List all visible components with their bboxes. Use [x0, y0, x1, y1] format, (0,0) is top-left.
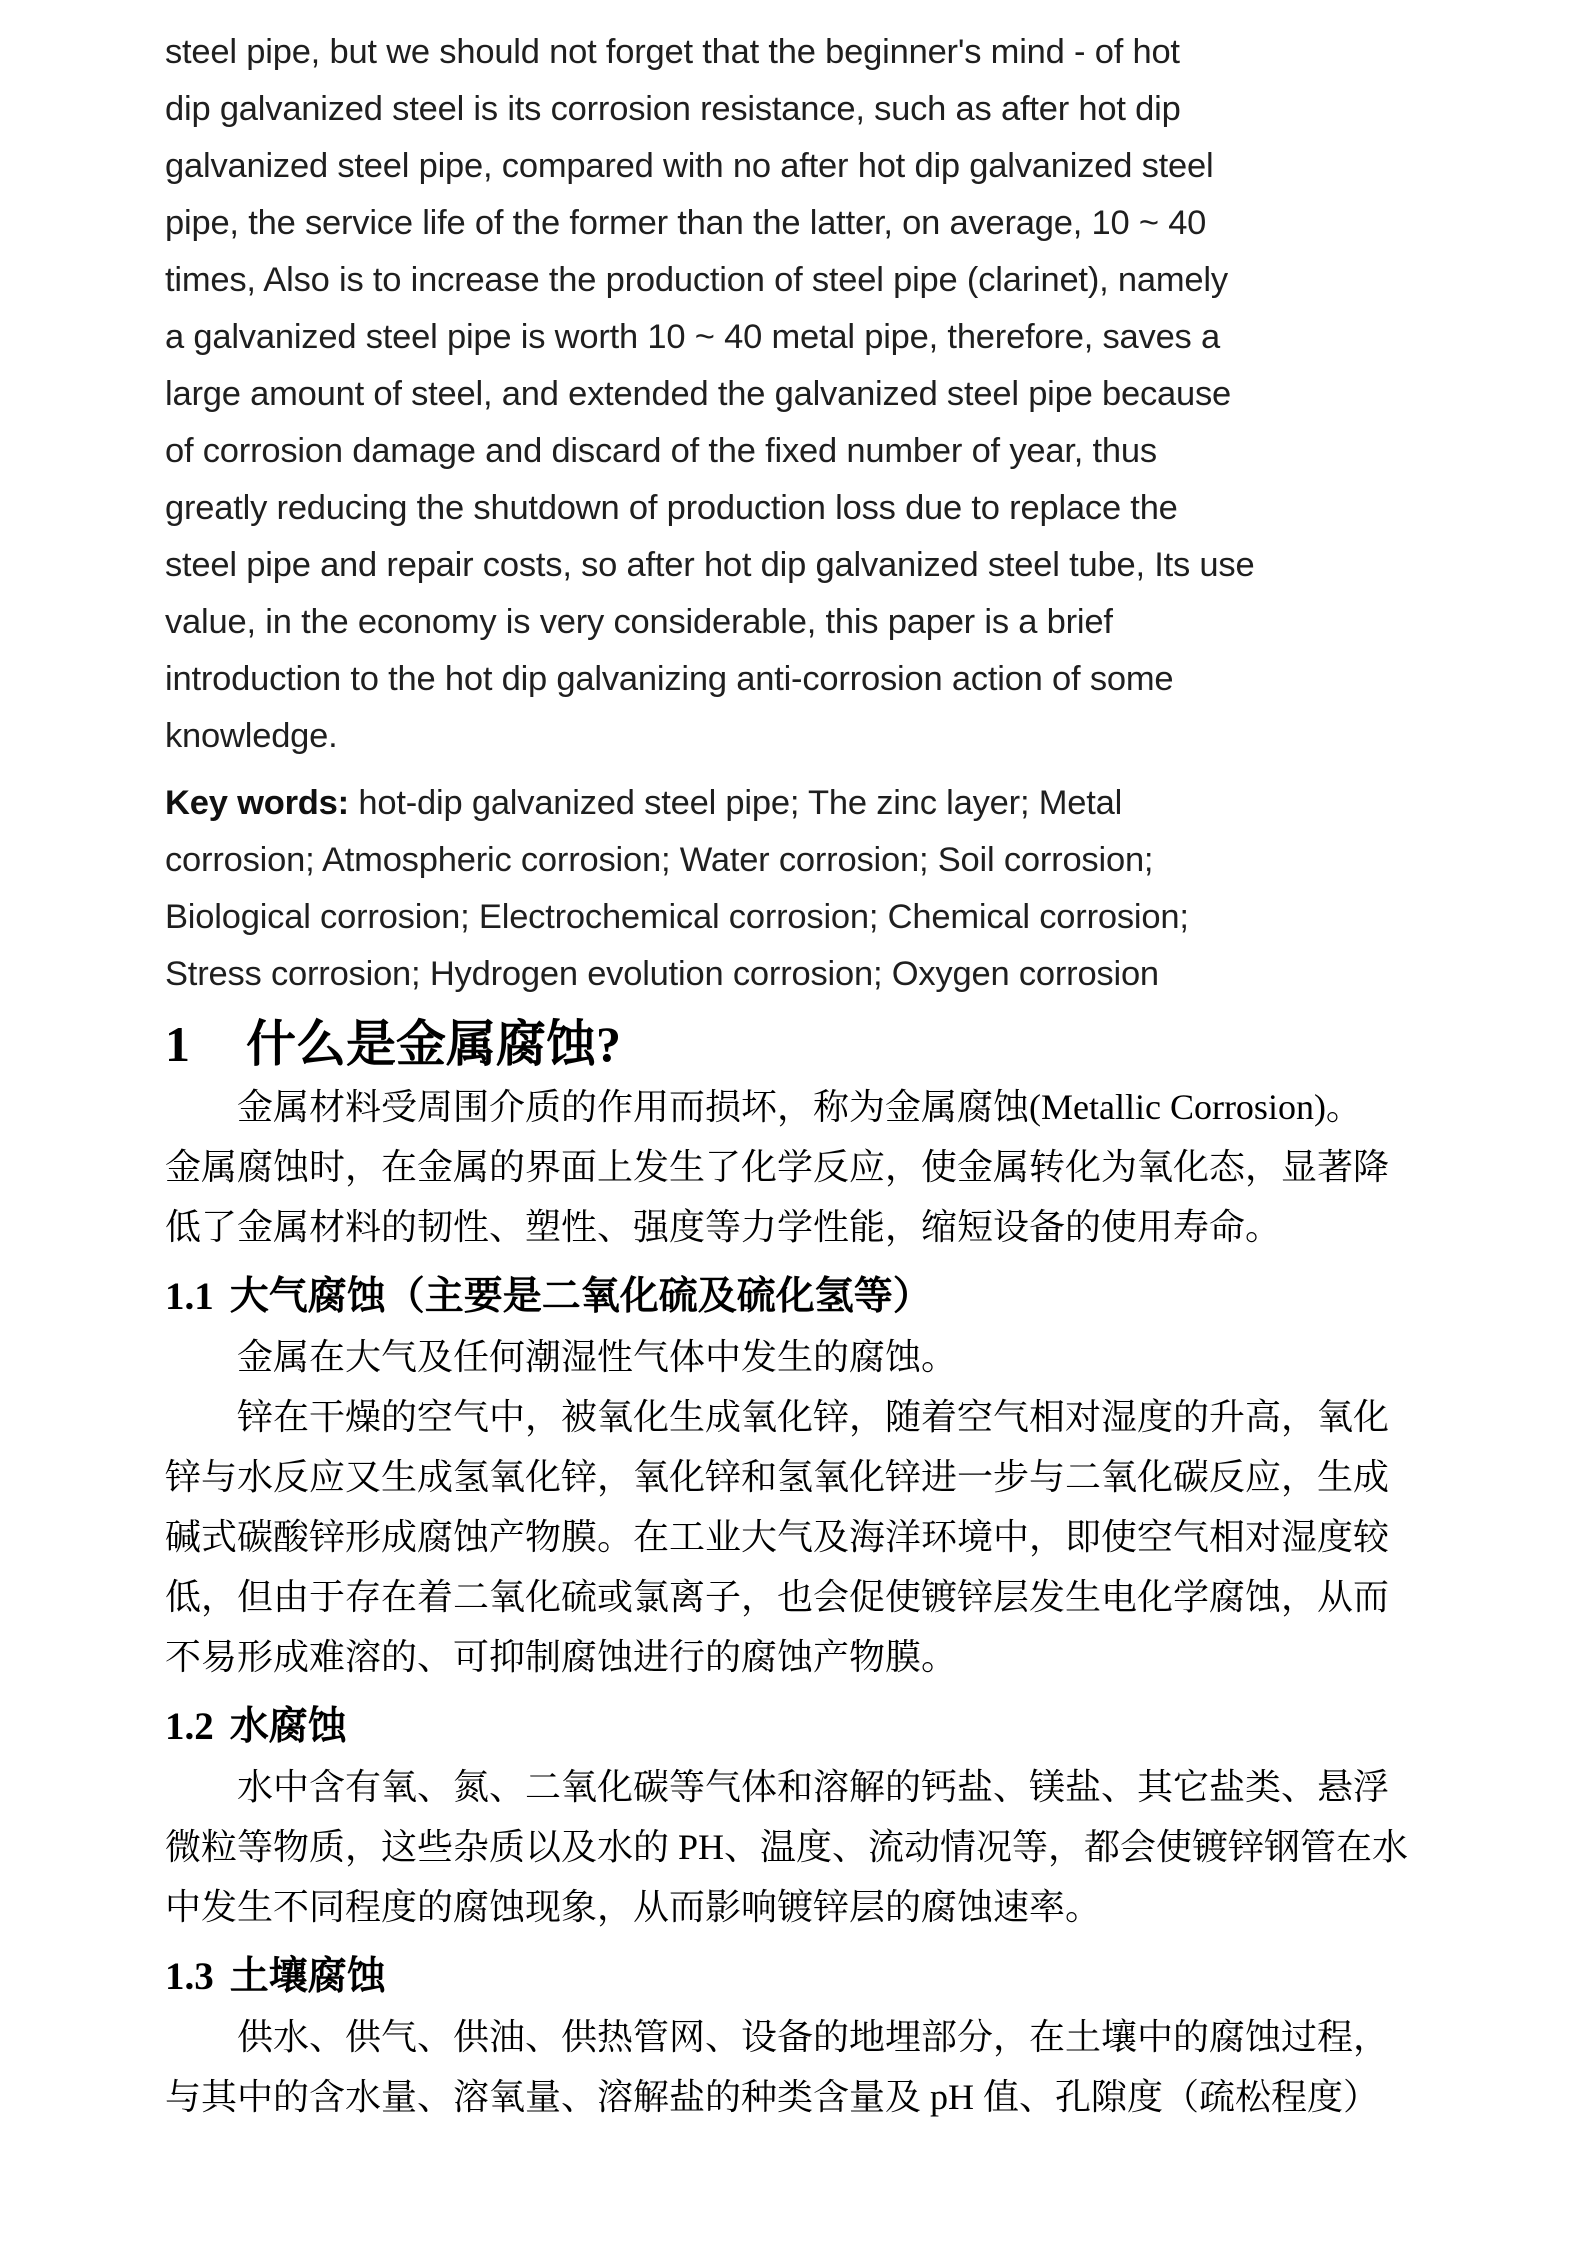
text-line: large amount of steel, and extended the galvanized steel pipe because [165, 375, 1232, 413]
section-1-1-paragraph-1 [165, 1327, 1427, 1387]
abstract-paragraph [165, 24, 1427, 765]
section-heading-1-3 [165, 1947, 1427, 2007]
text-line [165, 775, 1427, 832]
text-line: steel pipe, but we should not forget that the beginner's mind - of hot [165, 33, 1180, 71]
section-heading-number: 1 [165, 1016, 190, 1072]
keywords-first-line-text: hot-dip galvanized steel pipe; The zinc layer; Metal [348, 784, 1123, 822]
text-line: a galvanized steel pipe is worth 10 ~ 40 metal pipe, therefore, saves a [165, 318, 1220, 356]
section-1-1-paragraph-2 [165, 1387, 1427, 1687]
section-1-2-paragraph [165, 1757, 1427, 1937]
text-line: 与其中的含水量、溶氧量、溶解盐的种类含量及 pH 值、孔隙度（疏松程度） [165, 2077, 1379, 2117]
text-line: 金属材料受周围介质的作用而损坏，称为金属腐蚀(Metallic Corrosion)。 [165, 1087, 1362, 1127]
text-line: 金属在大气及任何潮湿性气体中发生的腐蚀。 [165, 1337, 958, 1377]
section-heading-number: 1.3 [165, 1955, 214, 1998]
text-line: steel pipe and repair costs, so after hot dip galvanized steel tube, Its use [165, 546, 1255, 584]
text-line: 中发生不同程度的腐蚀现象，从而影响镀锌层的腐蚀速率。 [165, 1887, 1102, 1927]
text-line: greatly reducing the shutdown of production loss due to replace the [165, 489, 1178, 527]
section-heading-1-1 [165, 1267, 1427, 1327]
section-1-3-paragraph [165, 2007, 1427, 2127]
section-heading-1-2 [165, 1697, 1427, 1757]
text-line: 供水、供气、供油、供热管网、设备的地埋部分，在土壤中的腐蚀过程， [165, 2017, 1390, 2057]
text-line: pipe, the service life of the former than the latter, on average, 10 ~ 40 [165, 204, 1207, 242]
section-heading-title: 大气腐蚀（主要是二氧化硫及硫化氢等） [229, 1275, 932, 1318]
text-line: 微粒等物质，这些杂质以及水的 PH、温度、流动情况等，都会使镀锌钢管在水 [165, 1827, 1409, 1867]
section-heading-number: 1.1 [165, 1275, 214, 1318]
text-line: knowledge. [165, 717, 338, 755]
text-line: times, Also is to increase the production of steel pipe (clarinet), namely [165, 261, 1228, 299]
text-line: 水中含有氧、氮、二氧化碳等气体和溶解的钙盐、镁盐、其它盐类、悬浮 [165, 1767, 1390, 1807]
keywords-lines [165, 832, 1427, 1003]
text-line: 锌在干燥的空气中，被氧化生成氧化锌，随着空气相对湿度的升高，氧化 [165, 1397, 1390, 1437]
text-line: 低了金属材料的韧性、塑性、强度等力学性能，缩短设备的使用寿命。 [165, 1207, 1282, 1247]
text-line: 金属腐蚀时，在金属的界面上发生了化学反应，使金属转化为氧化态，显著降 [165, 1147, 1390, 1187]
section-heading-1 [165, 1015, 1427, 1073]
text-line: Stress corrosion; Hydrogen evolution corrosion; Oxygen corrosion [165, 955, 1159, 993]
text-line: Biological corrosion; Electrochemical corrosion; Chemical corrosion; [165, 898, 1189, 936]
text-line: of corrosion damage and discard of the fixed number of year, thus [165, 432, 1157, 470]
section-1-paragraph [165, 1077, 1427, 1257]
text-line: 不易形成难溶的、可抑制腐蚀进行的腐蚀产物膜。 [165, 1637, 958, 1677]
keywords-label: Key words: [165, 784, 349, 822]
text-line: corrosion; Atmospheric corrosion; Water corrosion; Soil corrosion; [165, 841, 1154, 879]
text-line: introduction to the hot dip galvanizing anti-corrosion action of some [165, 660, 1174, 698]
section-heading-title: 什么是金属腐蚀? [246, 1016, 621, 1072]
keywords-paragraph [165, 775, 1427, 1003]
section-heading-title: 水腐蚀 [229, 1705, 347, 1748]
text-line: 低，但由于存在着二氧化硫或氯离子，也会促使镀锌层发生电化学腐蚀，从而 [165, 1577, 1390, 1617]
text-line: 碱式碳酸锌形成腐蚀产物膜。在工业大气及海洋环境中，即使空气相对湿度较 [165, 1517, 1390, 1557]
text-line: 锌与水反应又生成氢氧化锌，氧化锌和氢氧化锌进一步与二氧化碳反应，生成 [165, 1457, 1390, 1497]
section-heading-number: 1.2 [165, 1705, 214, 1748]
text-line: galvanized steel pipe, compared with no after hot dip galvanized steel [165, 147, 1214, 185]
text-line: dip galvanized steel is its corrosion resistance, such as after hot dip [165, 90, 1181, 128]
text-line: value, in the economy is very considerable, this paper is a brief [165, 603, 1113, 641]
section-heading-title: 土壤腐蚀 [229, 1955, 386, 1998]
